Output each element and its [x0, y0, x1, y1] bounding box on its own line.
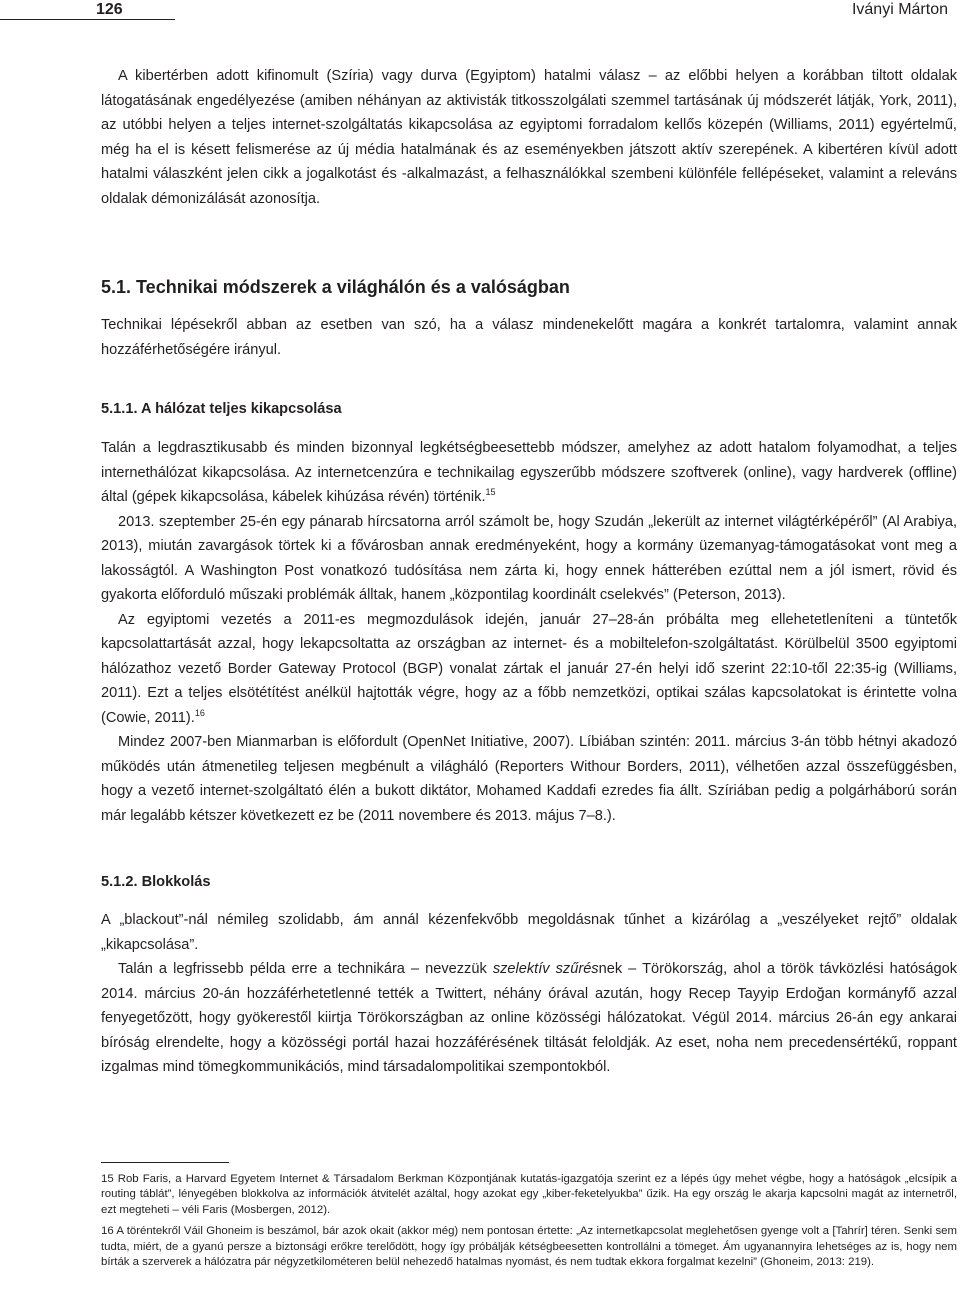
paragraph-text: Az egyiptomi vezetés a 2011-es megmozdulások idején, január 27–28-án próbálta meg ellehetetleníteni a tüntetők kapcsolattartását azzal, hogy lekapcsoltatta az országban az internet- és a mobiltelefon-szolgáltatást. Körülbelül 3500 egyiptomi hálózathoz vezető Border Gateway Protocol (BGP) vonalat zártak el január 27-én helyi idő szerint 22:10-től 22:35-ig (Williams, 2011). Ezt a teljes elsötétítést anélkül hajtották végre, hogy az a főbb nemzetközi, optikai szálas kapcsolatokat is érintette volna (Cowie, 2011). — [101, 611, 957, 726]
section-heading-5-1: 5.1. Technikai módszerek a világhálón és a valóságban — [101, 277, 570, 297]
page-header — [0, 0, 960, 22]
section-heading-5-1-1: 5.1.1. A hálózat teljes kikapcsolása — [101, 401, 342, 417]
intro-paragraph: A kibertérben adott kifinomult (Szíria) vagy durva (Egyiptom) hatalmi válasz – az előbbi helyen a korábban tiltott oldalak látogatásának engedélyezése (amiben néhányan az aktivisták titkosszolgálati szemmel tartásának új módszerét látják, York, 2011), az utóbbi helyen a teljes internet-szolgáltatás kikapcsolása az egyiptomi forradalom kellős közepén (Williams, 2011) egyértelmű, még ha el is késett felismerése az új média hatalmának és az eseményekben játszott aktív szerepének. A kibertéren kívül adott hatalmi válaszként jelen cikk a jogalkotást és -alkalmazást, a felhasználókkal szembeni különféle fellépéseket, valamint a releváns oldalak démonizálását azonosítja. — [101, 68, 957, 207]
italic-term: szelektív szűrés — [492, 961, 599, 977]
section-heading-5-1-2: 5.1.2. Blokkolás — [101, 874, 211, 890]
footnote-16: 16 A töréntekről Váil Ghoneim is beszámol, bár azok okait (akkor még) nem pontosan értette: „Az internetkapcsolat meglehetősen gyenge volt a [Tahrír] téren. Senki sem tudta, miért, de a gyanú persze a biztonsági erőkre terelődött, hogy így próbálják kétségbeesetten kontrollálni a tömeget. Ám ugyanannyira lehetséges az is, hogy nem bírták a szerverek a hálózatra pár négyzetkilométeren belül nehezedő hatalmas nyomást, és nem tudtak ekkora forgalmat kezelni” (Ghoneim, 2013: 219). — [101, 1225, 957, 1269]
section-5-1-1-paragraph-4: Mindez 2007-ben Mianmarban is előfordult (OpenNet Initiative, 2007). Líbiában szintén: 2011. március 3-án több hétnyi akadozó működés után átmenetileg teljesen megbénult a világháló (Reporters Withour Borders, 2011), vélhetően azzal összefüggésben, hogy a vezető internet-szolgáltató élén a bukott diktátor, Mohamed Kaddafi ezredes fia állt. Szíriában pedig a polgárháború során már legalább kétszer következett ez be (2011 novembere és 2013. május 7–8.). — [101, 734, 957, 824]
footnote-divider — [101, 1162, 229, 1163]
page-number: 126 — [0, 0, 175, 20]
paragraph-text: nek – Törökország, ahol a török távközlési hatóságok 2014. március 20-án hozzáférhetetlenné tették a Twittert, néhány órával azután, hogy Recep Tayyip Erdoğan kormányfő azzal fenyegetőzött, hogy gyökerestől kiirtja Törökországban az online közösségi hálózatokat. Végül 2014. március 26-án egy ankarai bíróság elrendelte, hogy a közösségi portál hazai hozzáférésének tiltását feloldják. Az eset, noha nem precedensértékű, roppant izgalmas mind tömegkommunikációs, mind társadalompolitikai szempontokból. — [101, 961, 957, 1075]
section-5-1-1-paragraph-1 — [101, 436, 957, 510]
paragraph-text: Talán a legfrissebb példa erre a technikára – nevezzük — [118, 961, 493, 977]
section-5-1-2-paragraph-2 — [101, 957, 957, 1080]
footnotes — [101, 1162, 957, 1270]
section-5-1-paragraph: Technikai lépésekről abban az esetben van szó, ha a válasz mindenekelőtt magára a konkrét tartalomra, valamint annak hozzáférhetőségére irányul. — [101, 317, 957, 358]
main-content — [101, 64, 957, 1080]
footnote-ref-15: 15 — [485, 487, 496, 497]
footnote-ref-16: 16 — [194, 707, 205, 718]
running-head-author: Iványi Márton — [851, 1, 948, 18]
section-5-1-2-paragraph-1: A „blackout”-nál némileg szolidabb, ám annál kézenfekvőbb megoldásnak tűnhet a kizárólag a „veszélyeket rejtő” oldalak „kikapcsolása”. — [101, 912, 957, 953]
section-5-1-1-paragraph-2: 2013. szeptember 25-én egy pánarab hírcsatorna arról számolt be, hogy Szudán „lekerült az internet világtérképéről” (Al Arabiya, 2013), miután zavargások törtek ki a fővárosban annak eredményeként, hogy a kormány üzemanyag-támogatásokat vont meg a lakosságtól. A Washington Post vonatkozó tudósítása nem zárta ki, hogy ennek hátterében ezúttal nem a jól ismert, rövid és gyakorta előforduló műszaki problémák álltak, hanem „központilag koordinált cselekvés” (Peterson, 2013). — [101, 513, 957, 603]
footnote-15: 15 Rob Faris, a Harvard Egyetem Internet & Társadalom Berkman Központjának kutatás-igazgatója szerint ez a lépés úgy mehet végbe, hogy a hatóságok „elcsípik a routing táblát”, lényegében blokkolva az információk átvitelét azáltal, hogy azokat egy „kiber-feketelyukba” űzik. Ha egy ország le akarja kapcsolni magát az internetről, ezt megteheti – véli Faris (Mosbergen, 2012). — [101, 1173, 957, 1216]
section-5-1-1-paragraph-3 — [101, 608, 957, 731]
paragraph-text: Talán a legdrasztikusabb és minden bizonnyal legkétségbeesettebb módszer, amelyhez az adott hatalom folyamodhat, a teljes internethálózat kikapcsolása. Az internetcenzúra e technikailag egyszerűbb módszere szoftverek (online), vagy hardverek (offline) által (gépek kikapcsolása, kábelek kihúzása révén) történik. — [101, 440, 957, 505]
